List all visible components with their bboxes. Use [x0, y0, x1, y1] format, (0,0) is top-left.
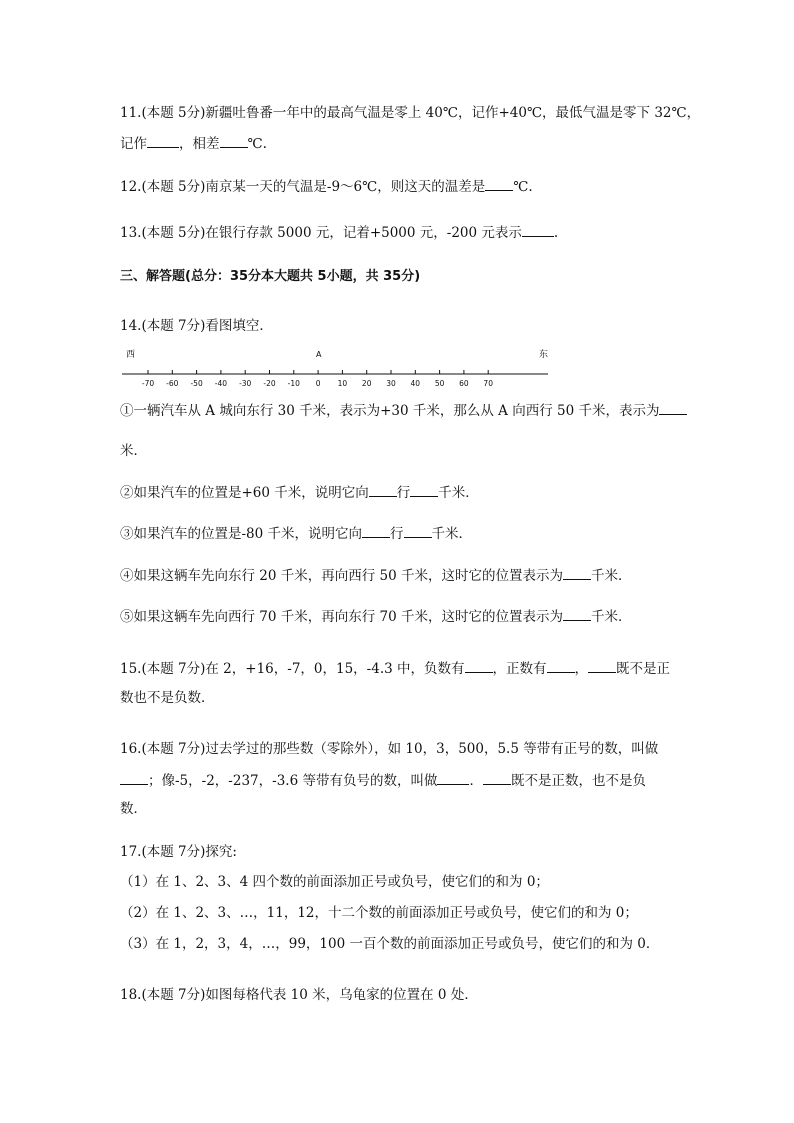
q14-item3-text-c: 千米．	[431, 526, 473, 542]
q13-line	[120, 222, 558, 243]
q15-text-a: 15.(本题 7分)在 2，+16，-7，0，15，-4.3 中，负数有	[120, 661, 465, 677]
q14-item1-line2: 米．	[120, 443, 147, 459]
q14-item5-blank[interactable]	[563, 606, 591, 621]
q14-item3-text-a: ③如果汽车的位置是-80 千米，说明它向	[120, 526, 363, 542]
q14-item1-line1	[120, 400, 687, 421]
number-line-figure	[120, 345, 560, 390]
q14-title: 14.(本题 7分)看图填空．	[120, 318, 273, 334]
number-line-tick-label: 30	[386, 379, 396, 388]
q14-item2-blank-1[interactable]	[369, 482, 397, 497]
number-line-west-label: 西	[126, 350, 136, 360]
number-line-tick-label: -30	[239, 379, 252, 388]
q14-item1-text-a: ①一辆汽车从 A 城向东行 30 千米，表示为+30 千米，那么从 A 向西行 50 千米，表示为	[120, 403, 660, 419]
q15-text-d: 既不是正	[616, 661, 670, 677]
q12-line	[120, 176, 533, 197]
q16-blank-3[interactable]	[483, 770, 511, 785]
q11-text-b: ，相差	[179, 136, 220, 152]
q17-item3: （3）在 1，2，3，4，…，99，100 一百个数的前面添加正号或负号，使它们的和为 0．	[120, 936, 660, 952]
number-line-tick-label: -10	[287, 379, 300, 388]
q17-item2: （2）在 1、2、3、…，11，12，十二个数的前面添加正号或负号，使它们的和为 0；	[120, 905, 638, 921]
q12-text-a: 12.(本题 5分)南京某一天的气温是-9～6℃，则这天的温差是	[120, 179, 486, 195]
q16-text-c: 既不是正数，也不是负	[510, 773, 646, 789]
q18-line: 18.(本题 7分)如图每格代表 10 米，乌龟家的位置在 0 处．	[120, 987, 478, 1003]
q14-item1-blank[interactable]	[659, 400, 687, 415]
q14-item5-text-a: ⑤如果这辆车先向西行 70 千米，再向东行 70 千米，这时它的位置表示为	[120, 609, 564, 625]
q17-title: 17.(本题 7分)探究:	[120, 844, 237, 860]
q14-item4-blank[interactable]	[563, 565, 591, 580]
q11-line1: 11.(本题 5分)新疆吐鲁番一年中的最高气温是零上 40℃，记作+40℃，最低气温是零下 32℃，	[120, 105, 701, 121]
number-line-tick-label: 60	[459, 379, 469, 388]
q14-item5	[120, 606, 632, 627]
q15-text-b: ，正数有	[492, 661, 547, 677]
number-line-tick-label: -60	[166, 379, 179, 388]
number-line-east-label: 东	[539, 350, 549, 360]
q14-item4-text-b: 千米．	[591, 568, 632, 584]
number-line-tick-label: -20	[263, 379, 276, 388]
q14-item5-text-b: 千米．	[591, 609, 632, 625]
q13-blank[interactable]	[522, 222, 554, 237]
q14-item3-blank-2[interactable]	[404, 523, 432, 538]
q13-text-a: 13.(本题 5分)在银行存款 5000 元，记着+5000 元，-200 元表示	[120, 225, 522, 241]
q15-text-c: ，	[574, 661, 588, 677]
q14-item3-text-b: 行	[390, 526, 404, 542]
number-line-tick-label: -50	[190, 379, 203, 388]
q16-line2	[120, 770, 646, 791]
number-line-tick-label: 70	[483, 379, 493, 388]
q16-text-b: ．	[469, 773, 483, 789]
number-line-tick-label: 10	[337, 379, 348, 388]
q15-line2: 数也不是负数．	[120, 690, 215, 706]
q15-blank-2[interactable]	[547, 658, 575, 673]
q14-item2-blank-2[interactable]	[410, 482, 438, 497]
q14-item2-text-a: ②如果汽车的位置是+60 千米，说明它向	[120, 485, 369, 501]
number-line-tick-label: 40	[410, 379, 421, 388]
q11-text-a: 记作	[120, 136, 147, 152]
q11-text-c: ℃.	[247, 136, 267, 152]
q16-text-a: ；像-5，-2，-237，-3.6 等带有负号的数，叫做	[148, 773, 438, 789]
q14-item4-text-a: ④如果这辆车先向东行 20 千米，再向西行 50 千米，这时它的位置表示为	[120, 568, 564, 584]
q12-text-b: ℃.	[513, 179, 533, 195]
q16-blank-1[interactable]	[120, 770, 148, 785]
q16-blank-2[interactable]	[437, 770, 469, 785]
q15-blank-3[interactable]	[588, 658, 616, 673]
q16-line1: 16.(本题 7分)过去学过的那些数（零除外），如 10，3，500，5.5 等带有正号的数，叫做	[120, 741, 659, 757]
number-line-tick-label: -70	[141, 379, 155, 388]
number-line-ticks	[142, 370, 493, 388]
q14-item2	[120, 482, 479, 503]
section-3-heading: 三、解答题(总分：35分本大题共 5小题，共 35分)	[120, 269, 421, 284]
q11-blank-1[interactable]	[147, 133, 179, 148]
q14-item3	[120, 523, 472, 544]
q14-item2-text-c: 千米．	[438, 485, 479, 501]
q14-item3-blank-1[interactable]	[362, 523, 390, 538]
q14-item4	[120, 565, 632, 586]
number-line-tick-label: -40	[214, 379, 228, 388]
q11-blank-2[interactable]	[220, 133, 248, 148]
q11-line2	[120, 133, 267, 154]
number-line-tick-label: 20	[361, 379, 372, 388]
number-line-tick-label: 0	[315, 379, 321, 388]
q15-blank-1[interactable]	[465, 658, 493, 673]
q12-blank[interactable]	[485, 176, 513, 191]
number-line-tick-label: 50	[434, 379, 445, 388]
q16-line3: 数．	[120, 801, 147, 817]
number-line-point-a-label: A	[316, 350, 322, 359]
q14-item2-text-b: 行	[396, 485, 411, 501]
q15-line1	[120, 658, 670, 679]
q17-item1: （1）在 1、2、3、4 四个数的前面添加正号或负号，使它们的和为 0；	[120, 874, 549, 890]
q13-text-b: .	[553, 225, 559, 241]
